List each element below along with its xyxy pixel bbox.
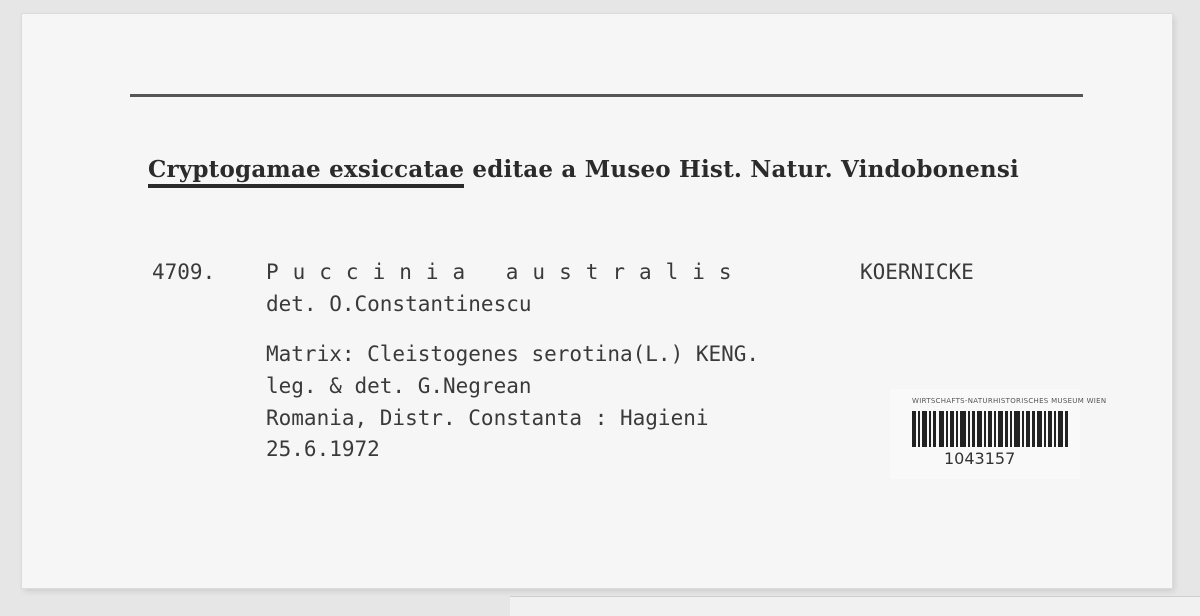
date-line: 25.6.1972 [266, 437, 380, 461]
barcode-sticker [890, 389, 1107, 479]
determination-line: det. O.Constantinescu [266, 292, 532, 316]
species-author: KOERNICKE [860, 260, 974, 284]
series-title-underlined: Cryptogamae exsiccatae [148, 156, 464, 188]
species-name: Puccinia australis [266, 260, 746, 284]
matrix-line: Matrix: Cleistogenes serotina(L.) KENG. [266, 342, 760, 366]
collector-line: leg. & det. G.Negrean [266, 374, 532, 398]
top-rule-line [130, 94, 1083, 97]
barcode-caption: WIRTSCHAFTS-NATURHISTORISCHES MUSEUM WIEN [912, 397, 1107, 405]
specimen-number: 4709. [152, 260, 216, 284]
series-title-rest: editae a Museo Hist. Natur. Vindobonensi [464, 156, 1019, 183]
barcode-number: 1043157 [944, 449, 1016, 468]
series-header [148, 156, 1019, 183]
underlying-sheet-edge [510, 596, 1200, 616]
barcode-icon [912, 411, 1072, 447]
locality-line: Romania, Distr. Constanta : Hagieni [266, 406, 709, 430]
herbarium-label-card [22, 14, 1172, 588]
